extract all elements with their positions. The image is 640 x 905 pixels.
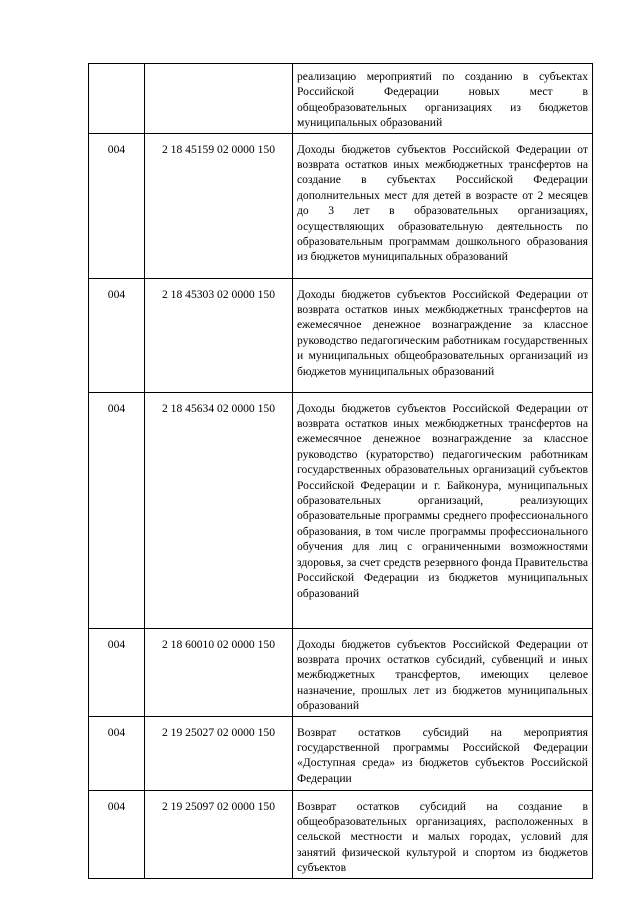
- kbk-code-cell: 2 18 45159 02 0000 150: [145, 133, 293, 278]
- table-row: [89, 628, 593, 716]
- description-cell: Возврат остатков субсидий на мероприятия государственной программы Российской Федерации «Доступная среда» из бюджетов субъектов Российской Федерации: [293, 716, 593, 790]
- admin-code-cell: 004: [89, 790, 145, 878]
- description-cell: Доходы бюджетов субъектов Российской Федерации от возврата остатков иных межбюджетных трансфертов на ежемесячное денежное вознаграждение за классное руководство (кураторство) педагогическим работникам государственных образовательных организаций субъектов Российской Федерации и г. Байконура, муниципальных образовательных организаций, реализующих образовательные программы среднего профессионального образования, в том числе программы профессионального обучения для лиц с ограниченными возможностями здоровья, за счет средств резервного фонда Правительства Российской Федерации из бюджетов муниципальных образований: [293, 392, 593, 628]
- kbk-code-cell: 2 18 45634 02 0000 150: [145, 392, 293, 628]
- table-row: [89, 716, 593, 790]
- table-row: [89, 278, 593, 392]
- admin-code-cell: 004: [89, 716, 145, 790]
- table-row: [89, 790, 593, 878]
- description-cell: Доходы бюджетов субъектов Российской Федерации от возврата остатков иных межбюджетных трансфертов на создание в субъектах Российской Федерации дополнительных мест для детей в возрасте от 2 месяцев до 3 лет в образовательных организациях, осуществляющих образовательную деятельность по образовательным программам дошкольного образования из бюджетов муниципальных образований: [293, 133, 593, 278]
- kbk-code-cell: [145, 64, 293, 134]
- kbk-code-cell: 2 19 25097 02 0000 150: [145, 790, 293, 878]
- table-row: [89, 392, 593, 628]
- revenue-classification-table: [88, 63, 593, 879]
- kbk-code-cell: 2 18 45303 02 0000 150: [145, 278, 293, 392]
- admin-code-cell: 004: [89, 278, 145, 392]
- admin-code-cell: 004: [89, 392, 145, 628]
- kbk-code-cell: 2 19 25027 02 0000 150: [145, 716, 293, 790]
- description-cell: реализацию мероприятий по созданию в субъектах Российской Федерации новых мест в общеобразовательных организациях из бюджетов муниципальных образований: [293, 64, 593, 134]
- table-row: [89, 133, 593, 278]
- description-cell: Возврат остатков субсидий на создание в общеобразовательных организациях, расположенных в сельской местности и малых городах, условий для занятий физической культурой и спортом из бюджетов субъектов: [293, 790, 593, 878]
- admin-code-cell: 004: [89, 628, 145, 716]
- admin-code-cell: [89, 64, 145, 134]
- admin-code-cell: 004: [89, 133, 145, 278]
- description-cell: Доходы бюджетов субъектов Российской Федерации от возврата прочих остатков субсидий, субвенций и иных межбюджетных трансфертов, имеющих целевое назначение, прошлых лет из бюджетов муниципальных образований: [293, 628, 593, 716]
- description-cell: Доходы бюджетов субъектов Российской Федерации от возврата остатков иных межбюджетных трансфертов на ежемесячное денежное вознаграждение за классное руководство педагогическим работникам государственных и муниципальных общеобразовательных организаций из бюджетов муниципальных образований: [293, 278, 593, 392]
- table-row: [89, 64, 593, 134]
- kbk-code-cell: 2 18 60010 02 0000 150: [145, 628, 293, 716]
